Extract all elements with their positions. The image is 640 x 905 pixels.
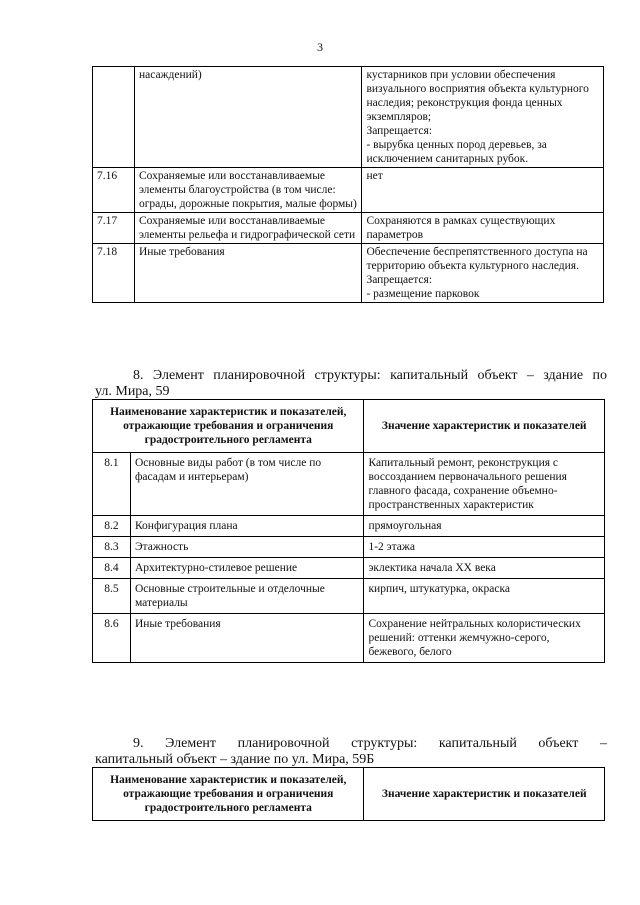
table-row <box>93 614 605 663</box>
row-value: Сохраняются в рамках существующих параметров <box>362 213 604 244</box>
row-value: эклектика начала XX века <box>364 558 605 579</box>
header-values: Значение характеристик и показателей <box>364 768 605 821</box>
section-9-title: 9. Элемент планировочной структуры: капитальный объект – капитальный объект – здание по ул. Мира, 59Б <box>95 736 607 767</box>
row-characteristic: Этажность <box>130 537 364 558</box>
row-characteristic: Сохраняемые или восстанавливаемые элементы рельефа и гидрографической сети <box>134 213 362 244</box>
row-characteristic: Конфигурация плана <box>130 516 364 537</box>
row-value: Капитальный ремонт, реконструкция с воссозданием первоначального решения главного фасада, сохранение объемно-пространственных характеристик <box>364 453 605 516</box>
table-row <box>93 516 605 537</box>
row-number: 7.18 <box>93 244 135 303</box>
row-number: 8.1 <box>93 453 131 516</box>
row-number: 7.16 <box>93 168 135 213</box>
page-number: 3 <box>317 40 323 54</box>
row-characteristic: Иные требования <box>130 614 364 663</box>
section-8-title: 8. Элемент планировочной структуры: капитальный объект – здание по ул. Мира, 59 <box>95 368 607 399</box>
row-number: 8.2 <box>93 516 131 537</box>
row-number: 7.17 <box>93 213 135 244</box>
row-characteristic: Иные требования <box>134 244 362 303</box>
row-number: 8.3 <box>93 537 131 558</box>
table-header-row <box>93 400 605 453</box>
row-value: кустарников при условии обеспечения визуального восприятия объекта культурного наследия; реконструкция фонда ценных экземпляров; Запрещается: - вырубка ценных пород деревьев, за исключением санитарных рубок. <box>362 67 604 168</box>
header-values: Значение характеристик и показателей <box>364 400 605 453</box>
row-number: 8.4 <box>93 558 131 579</box>
header-characteristics: Наименование характеристик и показателей, отражающие требования и ограничения градостроительного регламента <box>93 400 364 453</box>
requirements-table-section-9 <box>92 767 605 821</box>
table-row <box>93 558 605 579</box>
row-characteristic: насаждений) <box>134 67 362 168</box>
row-value: 1-2 этажа <box>364 537 605 558</box>
requirements-table-section-7 <box>92 66 604 303</box>
row-number <box>93 67 135 168</box>
row-characteristic: Основные виды работ (в том числе по фасадам и интерьерам) <box>130 453 364 516</box>
requirements-table-section-8 <box>92 399 605 663</box>
row-number: 8.5 <box>93 579 131 614</box>
row-value: прямоугольная <box>364 516 605 537</box>
table-row <box>93 213 604 244</box>
table-row <box>93 453 605 516</box>
row-characteristic: Архитектурно-стилевое решение <box>130 558 364 579</box>
table-row <box>93 537 605 558</box>
row-value: нет <box>362 168 604 213</box>
table-row <box>93 579 605 614</box>
row-value: Обеспечение беспрепятственного доступа на территорию объекта культурного наследия. Запрещается: - размещение парковок <box>362 244 604 303</box>
row-characteristic: Сохраняемые или восстанавливаемые элементы благоустройства (в том числе: ограды, дорожные покрытия, малые формы) <box>134 168 362 213</box>
table-header-row <box>93 768 605 821</box>
row-value: Сохранение нейтральных колористических решений: оттенки жемчужно-серого, бежевого, белого <box>364 614 605 663</box>
row-value: кирпич, штукатурка, окраска <box>364 579 605 614</box>
row-characteristic: Основные строительные и отделочные материалы <box>130 579 364 614</box>
header-characteristics: Наименование характеристик и показателей, отражающие требования и ограничения градостроительного регламента <box>93 768 364 821</box>
table-row <box>93 67 604 168</box>
table-row <box>93 168 604 213</box>
row-number: 8.6 <box>93 614 131 663</box>
table-row <box>93 244 604 303</box>
